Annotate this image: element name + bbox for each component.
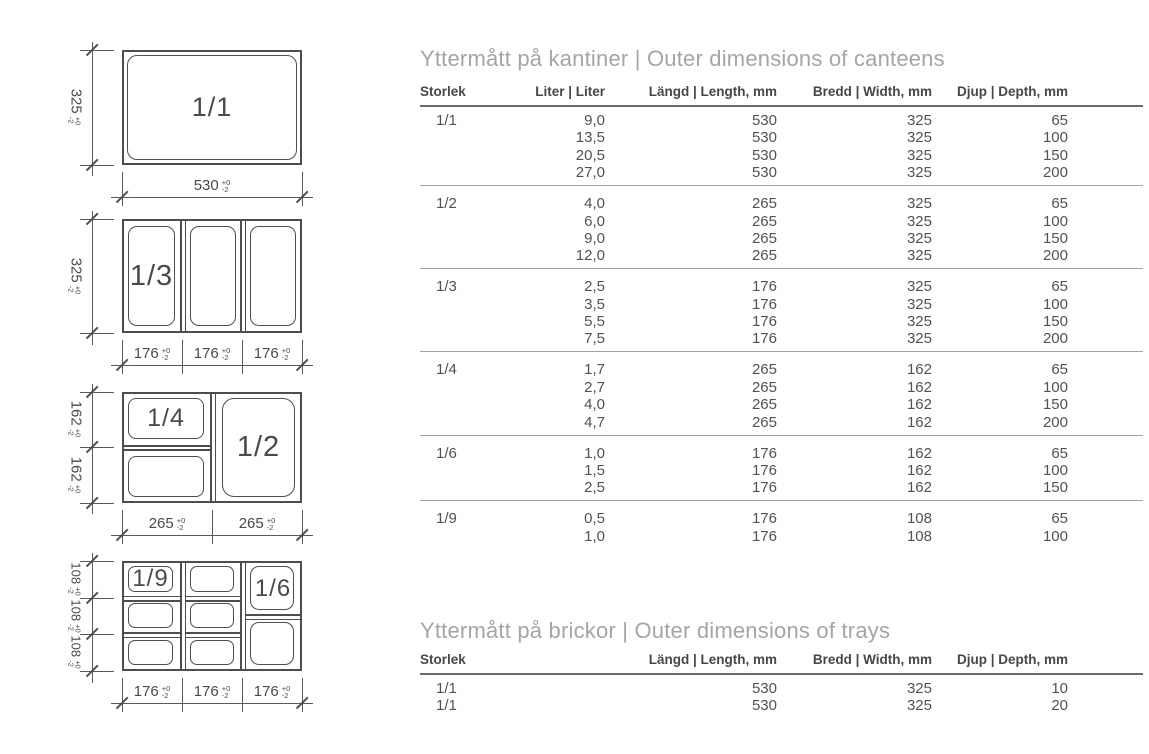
value-cell: 176 [605,435,777,462]
canteens-table-wrap [420,84,1143,549]
size-cell [420,313,520,330]
pan-size-label: 1/2 [236,431,281,463]
tolerance: +0 -2 [221,178,231,194]
pan-size-label: 1/1 [191,92,233,122]
size-cell [420,379,520,396]
value-cell: 176 [751,461,777,479]
dim-value: 108 [68,635,84,658]
value-cell: 200 [1042,413,1068,431]
value-cell: 100 [1042,378,1068,396]
tolerance: +0 -2 [176,516,186,532]
value-cell: 265 [751,247,777,265]
value-cell: 4,0 [584,396,605,414]
filler-cell [1068,330,1143,352]
value-cell: 176 [751,295,777,313]
size-cell [420,413,520,435]
divider-line [124,600,180,602]
value-cell: 200 [1042,247,1068,265]
dim-line [111,703,313,704]
filler-cell [1068,269,1143,296]
table-row [420,247,1143,269]
value-cell: 162 [906,479,932,497]
tolerance: +0 -2 [67,428,83,438]
value-cell: 325 [777,269,932,296]
tolerance: +0 -2 [161,346,171,362]
filler-cell [1068,186,1143,213]
value-cell: 5,5 [584,313,605,330]
value-cell: 325 [906,164,932,182]
tolerance: +0 -2 [281,346,291,362]
value-cell: 325 [906,295,932,313]
pan-size-label: 1/3 [129,259,174,292]
tolerance: +0 -2 [67,484,83,494]
value-cell: 530 [751,112,777,129]
tolerance: +0 -2 [67,660,83,669]
table-row [420,164,1143,186]
size-cell: 1/1 [436,697,457,715]
size-cell [420,396,520,413]
value-cell: 20 [1051,697,1068,715]
table-row [420,330,1143,352]
value-cell: 265 [605,352,777,379]
tolerance: +0 -2 [161,684,171,700]
column-header-bredd: Bredd | Width, mm [777,652,932,674]
value-cell: 530 [751,680,777,697]
table-header-row [420,652,1143,674]
value-cell: 100 [1042,461,1068,479]
value-cell: 176 [751,527,777,545]
dim-value: 176 [193,344,219,362]
table-row [420,396,1143,413]
table-row [420,186,1143,213]
size-cell [420,462,520,479]
value-cell: 325 [906,229,932,247]
bottom-dimension [242,681,302,701]
table-row [420,501,1143,528]
value-cell: 325 [906,330,932,348]
value-cell: 325 [906,212,932,230]
side-dimension [69,599,84,632]
tolerance: +0 -2 [67,624,83,633]
canteens-section-title: Yttermått på kantiner | Outer dimensions of canteens [420,46,945,71]
table-row [420,352,1143,379]
filler-cell [1068,413,1143,435]
size-cell: 1/6 [420,435,520,462]
table-row [420,212,1143,229]
value-cell: 65 [932,352,1068,379]
value-cell: 2,5 [584,479,605,497]
size-cell [420,147,520,164]
value-cell: 108 [777,501,932,528]
value-cell: 265 [751,413,777,431]
value-cell: 176 [605,269,777,296]
value-cell: 3,5 [584,295,605,313]
value-cell: 325 [906,129,932,147]
value-cell: 1,5 [584,461,605,479]
divider-line [124,632,180,634]
column-header-djup: Djup | Depth, mm [932,652,1068,674]
dim-value: 325 [67,257,85,283]
dim-value: 176 [133,344,159,362]
table-row [420,674,1143,697]
size-cell: 1/3 [420,269,520,296]
column-header-filler [1068,652,1143,674]
trays-table-wrap [420,652,1143,715]
size-cell: 1/2 [420,186,520,213]
size-cell [420,230,520,247]
value-cell: 265 [751,396,777,414]
value-cell: 4,7 [584,413,605,431]
value-cell: 325 [906,247,932,265]
pan-inner-outline [128,603,173,628]
dim-value: 265 [238,514,264,532]
value-cell: 162 [777,352,932,379]
divider-line [246,614,300,616]
value-cell: 200 [1042,330,1068,348]
dim-value: 176 [253,682,279,700]
divider-line [186,600,240,602]
column-header-djup: Djup | Depth, mm [932,84,1068,106]
value-cell: 325 [906,112,932,129]
filler-cell [1068,435,1143,462]
divider-line [186,596,240,598]
value-cell: 108 [906,527,932,545]
divider-line [246,619,300,621]
tolerance: +0 -2 [221,684,231,700]
bottom-dimension [122,681,182,701]
extension-line [80,561,114,562]
side-dimension [69,562,84,595]
value-cell: 100 [1042,212,1068,230]
filler-cell [1068,164,1143,186]
column-header-filler [1068,84,1143,106]
pan-size-label: 1/4 [147,404,185,432]
value-cell: 530 [751,129,777,147]
pan-size-label: 1/6 [254,574,292,602]
size-cell: 1/1 [436,680,457,697]
value-cell: 325 [906,313,932,330]
value-cell: 2,5 [520,269,605,296]
value-cell: 65 [932,186,1068,213]
extension-line [80,634,114,635]
filler-cell [1068,462,1143,479]
value-cell: 100 [1042,295,1068,313]
canteens-table [420,84,1143,549]
value-cell: 9,0 [584,229,605,247]
value-cell: 100 [1042,129,1068,147]
extension-line [80,671,114,672]
value-cell: 7,5 [584,330,605,348]
value-cell: 150 [1042,146,1068,164]
tolerance: +0 -2 [281,684,291,700]
canteens-table-body [420,106,1143,549]
table-row [420,295,1143,312]
value-cell: 530 [751,697,777,715]
dim-value: 162 [67,456,85,482]
value-cell: 325 [777,186,932,213]
value-cell: 265 [751,212,777,230]
tolerance: +0 -2 [266,516,276,532]
value-cell: 2,7 [584,378,605,396]
value-cell: 176 [605,501,777,528]
value-cell: 176 [751,313,777,330]
value-cell: 265 [605,186,777,213]
tolerance: +0 -2 [67,116,83,126]
value-cell: 325 [906,697,932,715]
filler-cell [1068,396,1143,413]
filler-cell [1068,479,1143,501]
value-cell: 6,0 [584,212,605,230]
value-cell: 1,7 [520,352,605,379]
value-cell: 325 [906,680,932,697]
table-row [420,697,1143,714]
trays-table-body [420,674,1143,715]
value-cell: 4,0 [520,186,605,213]
value-cell: 65 [1051,112,1068,129]
size-cell: 1/1 [436,112,457,129]
tolerance: +0 -2 [67,285,83,295]
filler-cell [1068,212,1143,229]
pan-inner-outline [190,640,234,665]
dim-value: 265 [148,514,174,532]
divider-line [180,563,182,669]
dim-line [92,553,93,683]
dim-value: 108 [68,599,84,622]
table-row [420,147,1143,164]
filler-cell [1068,379,1143,396]
value-cell: 162 [906,378,932,396]
size-cell [420,479,520,501]
divider-line [240,563,242,669]
dim-value: 530 [193,176,219,194]
table-header-row [420,84,1143,106]
divider-line [186,632,240,634]
value-cell: 530 [751,146,777,164]
value-cell: 10 [1051,680,1068,697]
size-cell [420,330,520,352]
trays-section-title: Yttermått på brickor | Outer dimensions of trays [420,618,891,643]
dim-value: 176 [193,682,219,700]
side-dimension [69,635,84,668]
value-cell: 162 [777,435,932,462]
value-cell: 65 [932,269,1068,296]
pan-size-label: 1/9 [132,565,169,592]
pan-inner-outline [190,603,234,628]
value-cell: 200 [1042,164,1068,182]
column-header-bredd: Bredd | Width, mm [777,84,932,106]
value-cell: 100 [1042,527,1068,545]
value-cell: 325 [906,146,932,164]
trays-table [420,652,1143,715]
table-row [420,435,1143,462]
size-cell [420,164,520,186]
size-cell [420,247,520,269]
value-cell: 162 [906,396,932,414]
filler-cell [1068,106,1143,129]
dim-value: 176 [133,682,159,700]
dim-value: 162 [67,400,85,426]
value-cell: 176 [751,330,777,348]
filler-cell [1068,674,1143,697]
value-cell: 0,5 [520,501,605,528]
table-row [420,106,1143,129]
column-header-langd: Längd | Length, mm [605,84,777,106]
size-cell [420,295,520,312]
table-row [420,527,1143,548]
pan-inner-outline [128,640,173,665]
value-cell: 27,0 [575,164,605,182]
size-cell [420,527,520,548]
divider-line [185,563,187,669]
table-row [420,479,1143,501]
value-cell: 12,0 [575,247,605,265]
value-cell: 1,0 [520,435,605,462]
table-row [420,462,1143,479]
filler-cell [1068,147,1143,164]
value-cell: 65 [932,435,1068,462]
pan-inner-outline [190,566,234,592]
filler-cell [1068,230,1143,247]
divider-line [124,637,180,639]
filler-cell [1068,352,1143,379]
value-cell: 65 [932,501,1068,528]
tolerance: +0 -2 [221,346,231,362]
tolerance: +0 -2 [67,587,83,596]
filler-cell [1068,247,1143,269]
value-cell: 176 [751,479,777,497]
value-cell: 20,5 [575,146,605,164]
table-row [420,230,1143,247]
table-row [420,313,1143,330]
extension-line [80,598,114,599]
column-header-langd: Längd | Length, mm [520,652,777,674]
value-cell: 162 [906,413,932,431]
size-cell [420,212,520,229]
column-header-storlek: Storlek [420,652,520,674]
divider-line [124,596,180,598]
value-cell: 150 [1042,313,1068,330]
table-row [420,379,1143,396]
size-cell: 1/4 [420,352,520,379]
filler-cell [1068,697,1143,714]
column-header-storlek: Storlek [420,84,520,106]
size-cell: 1/9 [420,501,520,528]
value-cell: 13,5 [575,129,605,147]
table-row [420,413,1143,435]
value-cell: 162 [906,461,932,479]
size-cell [420,129,520,146]
value-cell: 265 [751,378,777,396]
value-cell: 150 [1042,396,1068,414]
filler-cell [1068,129,1143,146]
divider-line [186,637,240,639]
filler-cell [1068,295,1143,312]
filler-cell [1068,527,1143,548]
table-row [420,269,1143,296]
pan-inner-outline [250,622,294,665]
dim-value: 108 [68,562,84,585]
value-cell: 9,0 [584,112,605,129]
filler-cell [1068,313,1143,330]
column-header-liter: Liter | Liter [520,84,605,106]
table-row [420,129,1143,146]
value-cell: 530 [751,164,777,182]
dim-value: 176 [253,344,279,362]
dim-value: 325 [67,88,85,114]
bottom-dimension [182,681,242,701]
extension-line [302,678,303,712]
value-cell: 1,0 [584,527,605,545]
filler-cell [1068,501,1143,528]
value-cell: 150 [1042,229,1068,247]
value-cell: 265 [751,229,777,247]
value-cell: 150 [1042,479,1068,497]
